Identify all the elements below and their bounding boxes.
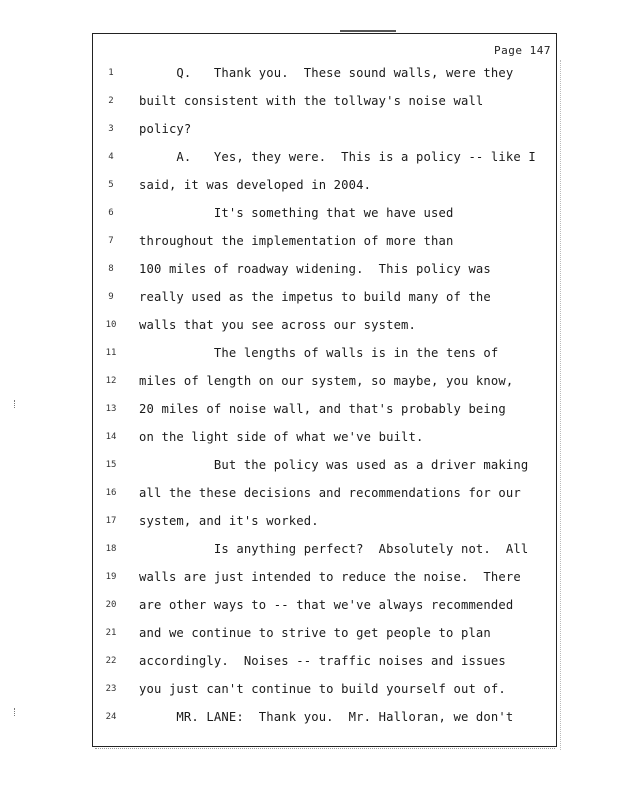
line-number: 21 [105,628,117,638]
line-number: 8 [108,264,114,274]
line-number: 18 [105,544,117,554]
line-text: system, and it's worked. [139,514,319,528]
line-number: 19 [105,572,117,582]
line-text: on the light side of what we've built. [139,430,424,444]
transcript-line [0,624,618,644]
line-number: 13 [105,404,117,414]
line-number: 2 [108,96,114,106]
transcript-line [0,540,618,560]
line-text: and we continue to strive to get people to plan [139,626,491,640]
page-number-label: Page 147 [494,44,551,57]
line-text: The lengths of walls is in the tens of [139,346,499,360]
line-number: 3 [108,124,114,134]
transcript-line [0,372,618,392]
line-number: 1 [108,68,114,78]
line-number: 11 [105,348,117,358]
transcript-line [0,148,618,168]
line-number: 4 [108,152,114,162]
transcript-line [0,288,618,308]
line-number: 16 [105,488,117,498]
line-number: 15 [105,460,117,470]
line-text: you just can't continue to build yourself out of. [139,682,506,696]
line-text: throughout the implementation of more than [139,234,454,248]
transcript-line [0,92,618,112]
transcript-line [0,316,618,336]
line-number: 20 [105,600,117,610]
transcript-line [0,344,618,364]
line-number: 10 [105,320,117,330]
line-text: But the policy was used as a driver making [139,458,529,472]
transcript-line [0,400,618,420]
transcript-line [0,120,618,140]
line-text: Is anything perfect? Absolutely not. All [139,542,529,556]
transcript-line [0,484,618,504]
transcript-line [0,232,618,252]
line-number: 12 [105,376,117,386]
line-number: 22 [105,656,117,666]
transcript-line [0,596,618,616]
transcript-line [0,708,618,728]
line-number: 14 [105,432,117,442]
transcript-line [0,260,618,280]
transcript-line [0,456,618,476]
transcript-line [0,652,618,672]
line-number: 9 [108,292,114,302]
line-number: 7 [108,236,114,246]
line-text: 100 miles of roadway widening. This policy was [139,262,491,276]
transcript-line [0,512,618,532]
line-number: 17 [105,516,117,526]
line-text: policy? [139,122,192,136]
line-number: 24 [105,712,117,722]
transcript-line [0,568,618,588]
line-text: all the these decisions and recommendations for our [139,486,521,500]
transcript-line [0,64,618,84]
line-text: walls that you see across our system. [139,318,417,332]
transcript-line [0,680,618,700]
line-text: built consistent with the tollway's noise wall [139,94,484,108]
line-number: 23 [105,684,117,694]
transcript-line [0,204,618,224]
line-text: 20 miles of noise wall, and that's probably being [139,402,506,416]
line-text: MR. LANE: Thank you. Mr. Halloran, we don't [139,710,514,724]
line-number: 5 [108,180,114,190]
line-text: said, it was developed in 2004. [139,178,372,192]
line-text: walls are just intended to reduce the noise. There [139,570,521,584]
line-text: Q. Thank you. These sound walls, were they [139,66,514,80]
line-text: A. Yes, they were. This is a policy -- like I [139,150,536,164]
transcript-line [0,428,618,448]
line-text: accordingly. Noises -- traffic noises and issues [139,654,506,668]
line-text: are other ways to -- that we've always recommended [139,598,514,612]
line-text: miles of length on our system, so maybe, you know, [139,374,514,388]
transcript-line [0,176,618,196]
line-number: 6 [108,208,114,218]
line-text: It's something that we have used [139,206,454,220]
line-text: really used as the impetus to build many of the [139,290,491,304]
